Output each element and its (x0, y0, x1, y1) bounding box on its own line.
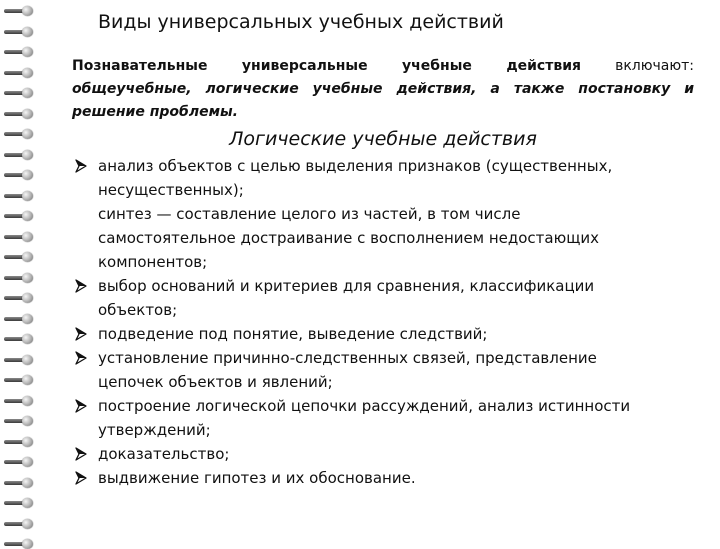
arrow-right-icon (74, 471, 88, 485)
intro-lead: Познавательные универсальные учебные действия (72, 58, 582, 74)
list-item (72, 322, 662, 346)
intro-verb: включают: (615, 58, 695, 74)
binding-ring (4, 47, 38, 57)
binding-ring (4, 437, 38, 447)
page-title: Виды универсальных учебных действий (98, 11, 504, 33)
list-item (72, 154, 662, 202)
binding-ring (4, 457, 38, 467)
binding-ring (4, 129, 38, 139)
binding-ring (4, 334, 38, 344)
list-item-text: синтез — составление целого из частей, в том числе самостоятельное достраивание с восполнением недостающих компонентов; (98, 205, 599, 271)
binding-ring (4, 252, 38, 262)
list-item-text: выбор оснований и критериев для сравнения, классификации объектов; (98, 277, 595, 319)
list-item-text: выдвижение гипотез и их обоснование. (98, 469, 416, 487)
arrow-right-icon (74, 159, 88, 173)
arrow-right-icon (74, 351, 88, 365)
arrow-right-icon (74, 279, 88, 293)
binding-ring (4, 498, 38, 508)
binding-ring (4, 211, 38, 221)
logical-actions-list (72, 154, 662, 490)
section-subtitle: Логические учебные действия (229, 128, 537, 150)
binding-ring (4, 314, 38, 324)
binding-ring (4, 539, 38, 549)
list-item (72, 274, 662, 322)
binding-ring (4, 416, 38, 426)
binding-ring (4, 68, 38, 78)
binding-ring (4, 396, 38, 406)
binding-ring (4, 519, 38, 529)
list-item (72, 394, 662, 442)
arrow-right-icon (74, 447, 88, 461)
list-item-text: построение логической цепочки рассуждений, анализ истинности утверждений; (98, 397, 631, 439)
binding-ring (4, 27, 38, 37)
arrow-right-icon (74, 399, 88, 413)
binding-ring (4, 273, 38, 283)
list-item (72, 346, 662, 394)
list-item (72, 466, 662, 490)
binding-ring (4, 232, 38, 242)
arrow-right-icon (74, 327, 88, 341)
binding-ring (4, 170, 38, 180)
notebook-binding (0, 0, 44, 540)
list-item-text: анализ объектов с целью выделения признаков (существенных, несущественных); (98, 157, 613, 199)
binding-ring (4, 150, 38, 160)
binding-ring (4, 109, 38, 119)
list-item (72, 442, 662, 466)
intro-paragraph (72, 55, 694, 124)
binding-ring (4, 478, 38, 488)
list-item-text: подведение под понятие, выведение следствий; (98, 325, 488, 343)
binding-ring (4, 293, 38, 303)
binding-ring (4, 6, 38, 16)
binding-ring (4, 88, 38, 98)
list-item-text: установление причинно-следственных связей, представление цепочек объектов и явлений; (98, 349, 597, 391)
list-item-text: доказательство; (98, 445, 230, 463)
binding-ring (4, 375, 38, 385)
binding-ring (4, 355, 38, 365)
list-item-continuation (72, 202, 662, 274)
intro-rest: общеучебные, логические учебные действия, а также постановку и решение проблемы. (72, 81, 694, 120)
binding-ring (4, 191, 38, 201)
